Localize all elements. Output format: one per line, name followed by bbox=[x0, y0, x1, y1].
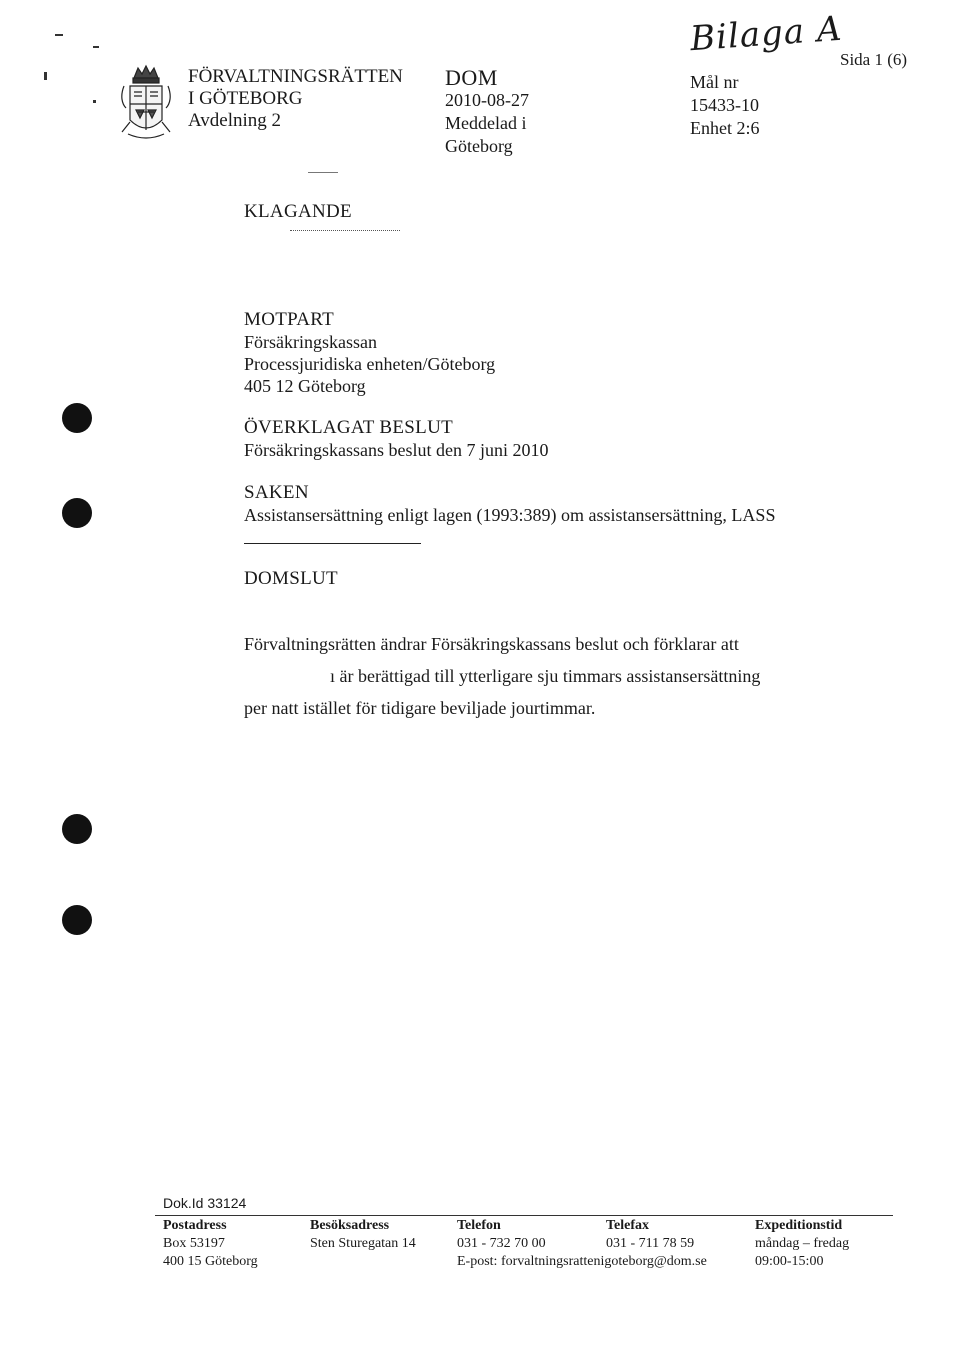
punch-hole-icon bbox=[62, 498, 92, 528]
unit: Enhet 2:6 bbox=[690, 118, 760, 138]
ruling-text bbox=[244, 628, 760, 724]
case-block bbox=[690, 71, 760, 140]
klagande-section bbox=[244, 201, 352, 223]
visiting-address-label: Besöksadress bbox=[310, 1218, 390, 1233]
court-name-line1: FÖRVALTNINGSRÄTTEN bbox=[188, 66, 403, 87]
scan-mark bbox=[93, 100, 96, 103]
ruling-line: ı är berättigad till ytterligare sju timmars assistansersättning bbox=[330, 666, 761, 686]
matter-section bbox=[244, 482, 775, 526]
office-hours-label: Expeditionstid bbox=[755, 1218, 843, 1233]
judgment-block bbox=[445, 66, 529, 158]
ruling-heading: DOMSLUT bbox=[244, 568, 338, 589]
handwritten-annotation: Bilaga A bbox=[688, 8, 844, 60]
court-name bbox=[188, 66, 403, 132]
issued-place-line2: Göteborg bbox=[445, 136, 513, 156]
judgment-date: 2010-08-27 bbox=[445, 90, 529, 110]
footer-visiting-address bbox=[310, 1217, 416, 1253]
postal-address-city: 400 15 Göteborg bbox=[163, 1254, 258, 1269]
department: Avdelning 2 bbox=[188, 110, 282, 131]
punch-hole-icon bbox=[62, 814, 92, 844]
document-type: DOM bbox=[445, 65, 498, 90]
klagande-heading: KLAGANDE bbox=[244, 201, 352, 222]
motpart-address: 405 12 Göteborg bbox=[244, 376, 366, 396]
ruling-section bbox=[244, 568, 338, 590]
fax-number: 031 - 711 78 59 bbox=[606, 1236, 695, 1251]
issued-place-line1: Meddelad i bbox=[445, 113, 527, 133]
footer-postal-address bbox=[163, 1217, 258, 1271]
postal-address-box: Box 53197 bbox=[163, 1236, 225, 1251]
motpart-unit: Processjuridiska enheten/Göteborg bbox=[244, 354, 496, 374]
office-hours-time: 09:00-15:00 bbox=[755, 1254, 824, 1269]
postal-address-label: Postadress bbox=[163, 1218, 227, 1233]
scan-mark bbox=[93, 46, 99, 48]
motpart-section bbox=[244, 309, 495, 397]
scan-mark bbox=[44, 72, 47, 80]
footer-fax bbox=[606, 1217, 694, 1253]
case-label: Mål nr bbox=[690, 72, 739, 92]
scan-mark bbox=[55, 34, 63, 36]
punch-hole-icon bbox=[62, 905, 92, 935]
page-number: Sida 1 (6) bbox=[840, 50, 908, 69]
ruling-line: per natt istället för tidigare beviljade jourtimmar. bbox=[244, 698, 596, 718]
footer-divider bbox=[155, 1215, 893, 1216]
phone-label: Telefon bbox=[457, 1218, 501, 1233]
appealed-decision-section bbox=[244, 417, 548, 461]
appealed-decision-heading: ÖVERKLAGAT BESLUT bbox=[244, 417, 453, 438]
redaction-remnant bbox=[290, 230, 400, 233]
punch-hole-icon bbox=[62, 403, 92, 433]
email-address: E-post: forvaltningsrattenigoteborg@dom.se bbox=[457, 1254, 707, 1269]
matter-heading: SAKEN bbox=[244, 482, 309, 503]
fax-label: Telefax bbox=[606, 1218, 650, 1233]
section-divider bbox=[244, 543, 421, 544]
coat-of-arms-icon bbox=[118, 62, 174, 146]
motpart-name: Försäkringskassan bbox=[244, 332, 377, 352]
footer-office-hours bbox=[755, 1217, 849, 1271]
phone-number: 031 - 732 70 00 bbox=[457, 1236, 546, 1251]
ruling-line: Förvaltningsrätten ändrar Försäkringskassans beslut och förklarar att bbox=[244, 634, 739, 654]
matter-text: Assistansersättning enligt lagen (1993:389) om assistansersättning, LASS bbox=[244, 505, 776, 525]
document-id: Dok.Id 33124 bbox=[163, 1195, 247, 1211]
motpart-heading: MOTPART bbox=[244, 309, 335, 330]
scan-mark bbox=[308, 172, 338, 173]
case-number: 15433-10 bbox=[690, 95, 759, 115]
appealed-decision-text: Försäkringskassans beslut den 7 juni 2010 bbox=[244, 440, 549, 460]
court-name-line2: I GÖTEBORG bbox=[188, 88, 303, 109]
visiting-address-street: Sten Sturegatan 14 bbox=[310, 1236, 416, 1251]
office-hours-days: måndag – fredag bbox=[755, 1236, 850, 1251]
